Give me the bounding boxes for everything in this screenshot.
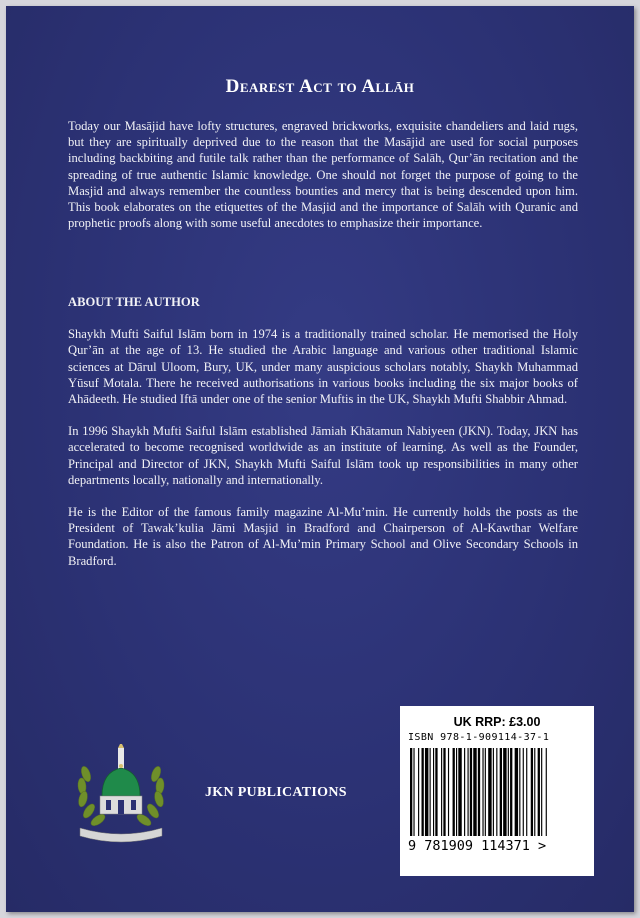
author-paragraph-2: In 1996 Shaykh Mufti Saiful Islām established Jāmiah Khātamun Nabiyeen (JKN). Today, JKN has accelerated to become recognised worldwide as an institute of learning. As well as the Founder, Principal and Director of JKN, Shaykh Mufti Saiful Islām took up responsibilities in many other departments locally, nationally and internationally. bbox=[68, 424, 578, 487]
blurb-paragraph: Today our Masājid have lofty structures, engraved brickworks, exquisite chandeliers and laid rugs, but they are spiritually deprived due to the reason that the Masājid are used for social purposes including backbiting and futile talk rather than the performance of Salāh, Qur’ān recitation and the spreading of true authentic Islamic knowledge. One should not forget the purpose of going to the Masjid and always remember the countless bounties and mercy that is being descended upon him. This book elaborates on the etiquettes of the Masjid and the importance of Salāh with Quranic and prophetic proofs along with some useful anecdotes to emphasize their importance. bbox=[68, 119, 578, 231]
barcode-icon bbox=[408, 748, 586, 838]
author-paragraph-1: Shaykh Mufti Saiful Islām born in 1974 is a traditionally trained scholar. He memorised the Holy Qur’ān at the age of 13. He studied the Arabic language and various other traditional Islamic sciences at Dārul Uloom, Bury, UK, under many auspicious scholars notably, Shaykh Muhammad Yūsuf Motala. There he received authorisations in various books including the six major books of Ahādeeth. He studied Iftā under one of the senior Muftis in the UK, Shaykh Mufti Shabbir Ahmad. bbox=[68, 327, 578, 407]
publisher-name: JKN PUBLICATIONS bbox=[205, 785, 347, 800]
book-title: Dearest Act to Allāh bbox=[225, 76, 415, 97]
masjid-laurel-emblem-icon bbox=[66, 744, 176, 844]
about-author-heading: ABOUT THE AUTHOR bbox=[68, 295, 200, 309]
book-blurb bbox=[68, 118, 578, 247]
price-label: UK RRP: £3.00 bbox=[453, 715, 541, 729]
barcode-digits: 9 781909 114371 > bbox=[408, 838, 547, 854]
isbn-label: ISBN 978-1-909114-37-1 bbox=[408, 732, 550, 743]
book-back-cover bbox=[6, 6, 634, 912]
barcode-panel bbox=[400, 706, 594, 876]
about-author-section bbox=[68, 294, 578, 585]
author-paragraph-3: He is the Editor of the famous family magazine Al-Mu’min. He currently holds the posts as the President of Tawak’kulia Jāmi Masjid in Bradford and Chairperson of Al-Kawthar Welfare Foundation. He is also the Patron of Al-Mu’min Primary School and Olive Secondary Schools in Bradford. bbox=[68, 505, 578, 568]
